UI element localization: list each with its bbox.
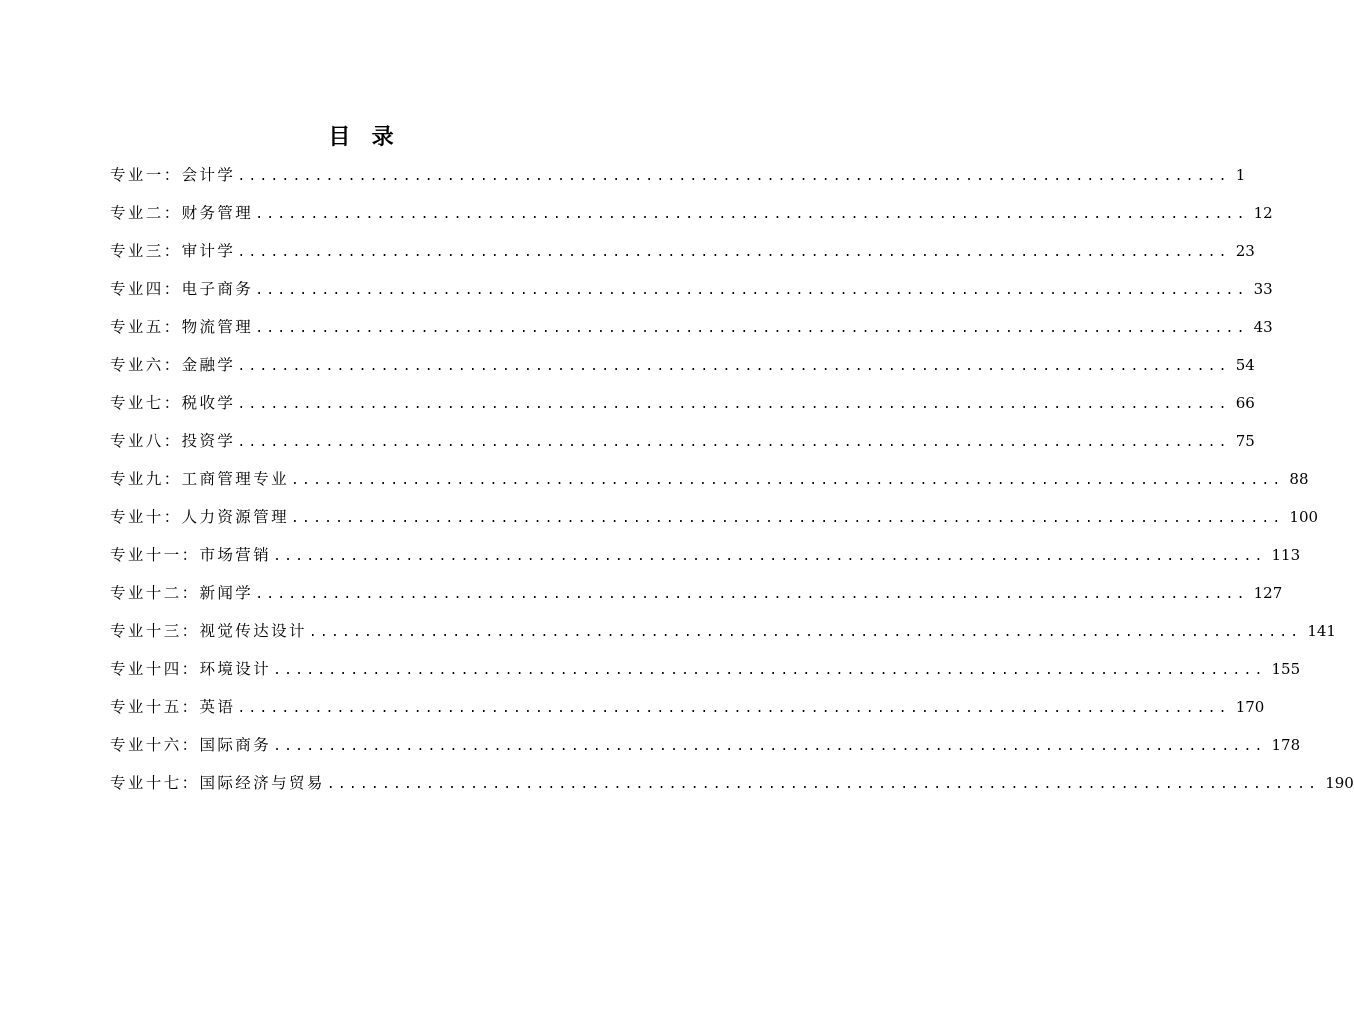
- dot-leader: ..........................................................................................: [308, 625, 1302, 640]
- toc-entry-label: 专业一：会计学: [110, 166, 236, 184]
- toc-entry-label: 专业十：人力资源管理: [110, 508, 290, 526]
- toc-entry[interactable]: [110, 616, 1336, 654]
- toc-entry-page: 75: [1235, 432, 1255, 450]
- dot-leader: ..........................................................................................: [237, 701, 1230, 716]
- toc-entry-page: 113: [1271, 546, 1301, 564]
- toc-entry-label: 专业十四：环境设计: [110, 660, 272, 678]
- toc-entry-page: 155: [1271, 660, 1301, 678]
- toc-entry-label: 专业十一：市场营销: [110, 546, 272, 564]
- toc-entry-page: 23: [1235, 242, 1255, 260]
- toc-entry[interactable]: [110, 502, 1319, 540]
- dot-leader: ..........................................................................................: [255, 587, 1248, 602]
- dot-leader: ..........................................................................................: [237, 245, 1230, 260]
- toc-entry-label: 专业四：电子商务: [110, 280, 254, 298]
- toc-entry-label: 专业十二：新闻学: [110, 584, 254, 602]
- toc-entry-label: 专业七：税收学: [110, 394, 236, 412]
- dot-leader: ..........................................................................................: [291, 511, 1284, 526]
- toc-entry-page: 100: [1289, 508, 1319, 526]
- toc-entry-page: 1: [1235, 166, 1246, 184]
- toc-entry[interactable]: [110, 464, 1309, 502]
- toc-entry[interactable]: [110, 198, 1273, 236]
- toc-entry[interactable]: [110, 768, 1354, 806]
- dot-leader: ..........................................................................................: [237, 359, 1230, 374]
- toc-entry[interactable]: [110, 312, 1273, 350]
- toc-entry-page: 54: [1235, 356, 1255, 374]
- toc-entry-label: 专业十七：国际经济与贸易: [110, 774, 325, 792]
- toc-entry[interactable]: [110, 160, 1246, 198]
- toc-entry-label: 专业九：工商管理专业: [110, 470, 290, 488]
- toc-entry[interactable]: [110, 692, 1265, 730]
- dot-leader: ..........................................................................................: [273, 663, 1266, 678]
- toc-entry-page: 170: [1235, 698, 1265, 716]
- toc-entry[interactable]: [110, 274, 1273, 312]
- toc-entry-page: 178: [1271, 736, 1301, 754]
- toc-entry[interactable]: [110, 578, 1283, 616]
- toc-entry[interactable]: [110, 350, 1255, 388]
- toc-entry-label: 专业十六：国际商务: [110, 736, 272, 754]
- toc-entry-label: 专业五：物流管理: [110, 318, 254, 336]
- toc-entry-label: 专业八：投资学: [110, 432, 236, 450]
- dot-leader: ..........................................................................................: [255, 207, 1248, 222]
- toc-entry-page: 141: [1307, 622, 1336, 640]
- toc-entry[interactable]: [110, 388, 1255, 426]
- toc-entry[interactable]: [110, 236, 1255, 274]
- table-of-contents: [110, 160, 1354, 806]
- toc-entry-label: 专业六：金融学: [110, 356, 236, 374]
- toc-entry-page: 12: [1253, 204, 1273, 222]
- dot-leader: ..........................................................................................: [291, 473, 1284, 488]
- dot-leader: ..........................................................................................: [255, 321, 1248, 336]
- toc-entry-label: 专业二：财务管理: [110, 204, 254, 222]
- toc-entry-page: 190: [1325, 774, 1354, 792]
- dot-leader: ..........................................................................................: [237, 169, 1230, 184]
- dot-leader: ..........................................................................................: [273, 739, 1266, 754]
- dot-leader: ..........................................................................................: [255, 283, 1248, 298]
- toc-entry-label: 专业三：审计学: [110, 242, 236, 260]
- toc-title: 目 录: [328, 124, 396, 150]
- toc-entry-page: 88: [1289, 470, 1309, 488]
- toc-entry[interactable]: [110, 654, 1301, 692]
- toc-entry-page: 33: [1253, 280, 1273, 298]
- toc-entry-page: 127: [1253, 584, 1283, 602]
- toc-entry-label: 专业十三：视觉传达设计: [110, 622, 307, 640]
- dot-leader: ..........................................................................................: [237, 435, 1230, 450]
- dot-leader: ..........................................................................................: [237, 397, 1230, 412]
- toc-entry-label: 专业十五：英语: [110, 698, 236, 716]
- toc-entry[interactable]: [110, 730, 1301, 768]
- toc-entry[interactable]: [110, 426, 1255, 464]
- dot-leader: ..........................................................................................: [326, 777, 1320, 792]
- toc-entry[interactable]: [110, 540, 1301, 578]
- toc-entry-page: 66: [1235, 394, 1255, 412]
- dot-leader: ..........................................................................................: [273, 549, 1266, 564]
- toc-entry-page: 43: [1253, 318, 1273, 336]
